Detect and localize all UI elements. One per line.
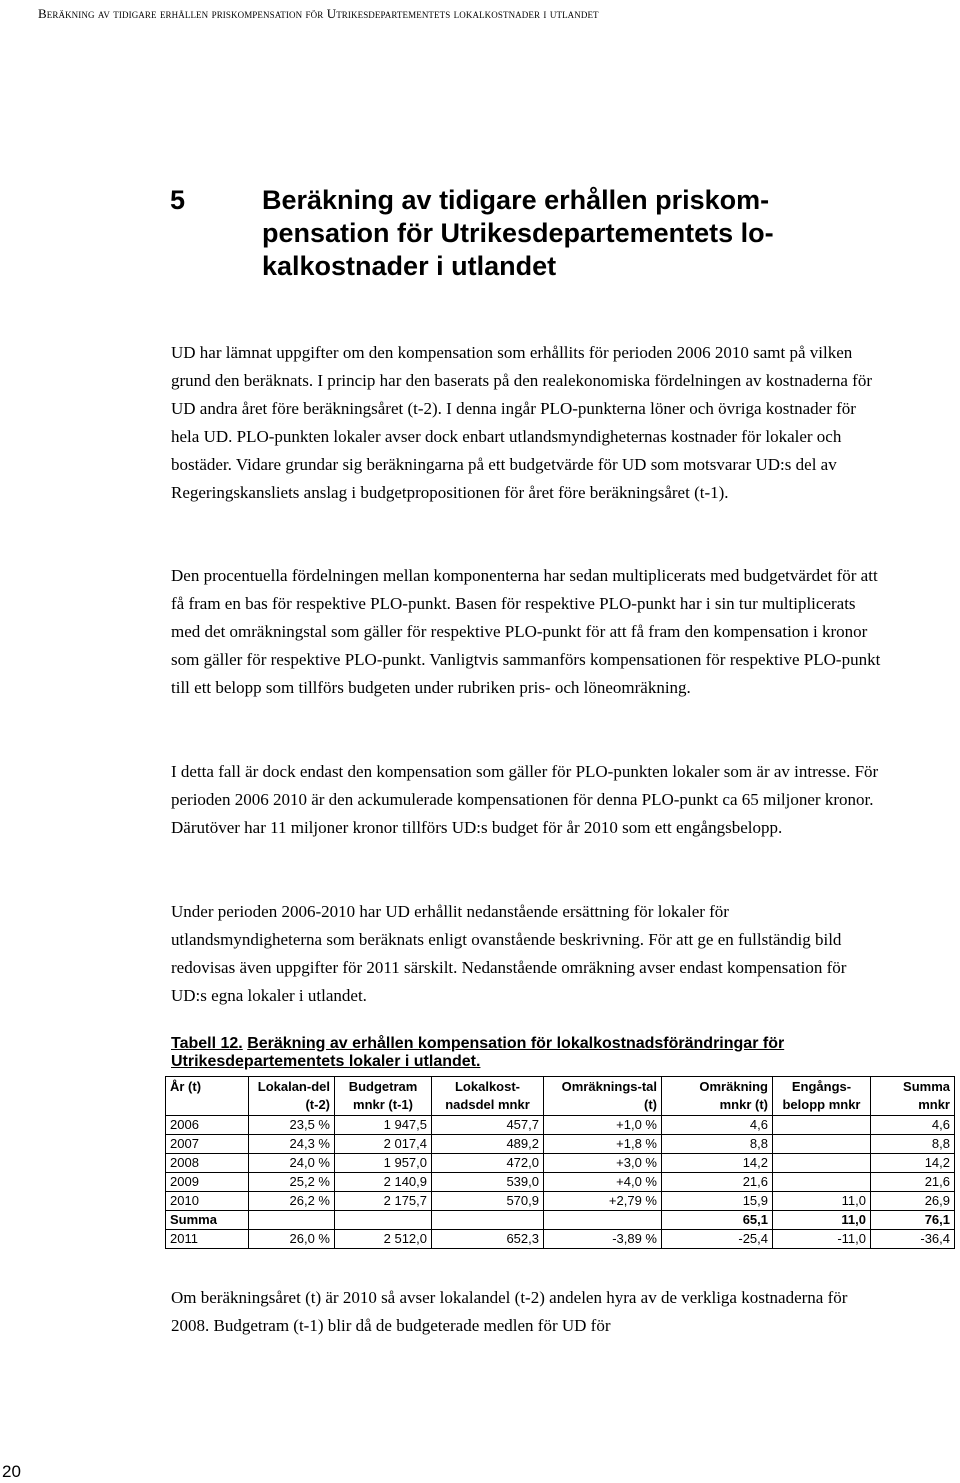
cell-omrakning: 21,6 [662, 1173, 773, 1192]
page-number: 20 [2, 1462, 21, 1481]
cell-budgetram: 2 140,9 [335, 1173, 432, 1192]
cell-year: 2011 [166, 1230, 249, 1249]
cell-lokalandel: 24,0 % [249, 1154, 335, 1173]
col-header-omrakningstal: Omräknings-tal (t) [544, 1077, 662, 1116]
cell-summa: 21,6 [871, 1173, 955, 1192]
chapter-title-line-1: Beräkning av tidigare erhållen priskom- [262, 185, 770, 215]
paragraph-3: I detta fall är dock endast den kompensation som gäller för PLO-punkten lokaler som är av intresse. För perioden 2006 2010 är den ackumulerade kompensationen för denna PLO-punkt ca 65 miljoner kronor. Därutöver har 11 miljoner kronor tillförs UD:s budget för år 2010 som ett engångsbelopp. [171, 762, 879, 837]
col-header-engangsbelopp: Engångs-belopp mnkr [773, 1077, 871, 1116]
table-row-total [166, 1211, 955, 1230]
cell-omrakningstal: +1,0 % [544, 1116, 662, 1135]
cell-lokalandel: 26,2 % [249, 1192, 335, 1211]
cell-lokalandel: 26,0 % [249, 1230, 335, 1249]
cell-budgetram: 2 175,7 [335, 1192, 432, 1211]
cell-omrakning: 65,1 [662, 1211, 773, 1230]
cell-lokalkostnadsdel [432, 1211, 544, 1230]
cell-omrakningstal: +2,79 % [544, 1192, 662, 1211]
cell-omrakningstal: -3,89 % [544, 1230, 662, 1249]
chapter-title [262, 184, 832, 283]
running-header: Beräkning av tidigare erhållen priskompensation för Utrikesdepartementets lokalkostnader i utlandet [38, 6, 599, 21]
cell-lokalkostnadsdel: 570,9 [432, 1192, 544, 1211]
cell-year: 2009 [166, 1173, 249, 1192]
cell-engangsbelopp: 11,0 [773, 1211, 871, 1230]
cell-lokalandel: 24,3 % [249, 1135, 335, 1154]
cell-lokalkostnadsdel: 539,0 [432, 1173, 544, 1192]
paragraph-4: Under perioden 2006-2010 har UD erhållit nedanstående ersättning för lokaler för utlandsmyndigheterna som beräknats enligt ovanstående beskrivning. För att ge en fullständig bild redovisas även uppgifter för 2011 särskilt. Nedanstående omräkning avser endast kompensation för UD:s egna lokaler i utlandet. [171, 902, 847, 1005]
cell-summa: 76,1 [871, 1211, 955, 1230]
cell-omrakningstal: +3,0 % [544, 1154, 662, 1173]
cell-lokalandel [249, 1211, 335, 1230]
cell-year: 2008 [166, 1154, 249, 1173]
table-row [166, 1135, 955, 1154]
col-header-year: År (t) [166, 1077, 249, 1116]
cell-omrakningstal: +4,0 % [544, 1173, 662, 1192]
cell-engangsbelopp [773, 1154, 871, 1173]
cell-summa: 4,6 [871, 1116, 955, 1135]
cell-budgetram: 2 512,0 [335, 1230, 432, 1249]
cell-omrakning: -25,4 [662, 1230, 773, 1249]
col-header-summa: Summa mnkr [871, 1077, 955, 1116]
chapter-title-line-2: pensation för Utrikesdepartementets lo- [262, 218, 774, 248]
cell-lokalkostnadsdel: 489,2 [432, 1135, 544, 1154]
table-caption-text: Beräkning av erhållen kompensation för lokalkostnadsförändringar för Utrikesdepartementets lokaler i utlandet. [171, 1035, 785, 1070]
cell-budgetram: 1 947,5 [335, 1116, 432, 1135]
cell-omrakning: 14,2 [662, 1154, 773, 1173]
cell-lokalandel: 23,5 % [249, 1116, 335, 1135]
cell-year: 2007 [166, 1135, 249, 1154]
cell-budgetram: 2 017,4 [335, 1135, 432, 1154]
table-row [166, 1173, 955, 1192]
col-header-omrakning: Omräkning mnkr (t) [662, 1077, 773, 1116]
table-header-row [166, 1077, 955, 1116]
cell-lokalkostnadsdel: 472,0 [432, 1154, 544, 1173]
cell-summa: -36,4 [871, 1230, 955, 1249]
cell-engangsbelopp [773, 1173, 871, 1192]
table-caption [171, 1035, 871, 1071]
cell-omrakning: 8,8 [662, 1135, 773, 1154]
table-row [166, 1154, 955, 1173]
cell-omrakningstal: +1,8 % [544, 1135, 662, 1154]
cell-engangsbelopp: -11,0 [773, 1230, 871, 1249]
compensation-table [165, 1076, 955, 1249]
cell-lokalandel: 25,2 % [249, 1173, 335, 1192]
cell-summa: 26,9 [871, 1192, 955, 1211]
paragraph-2: Den procentuella fördelningen mellan komponenterna har sedan multiplicerats med budgetvärdet för att få fram en bas för respektive PLO-punkt. Basen för respektive PLO-punkt har i sin tur multiplicerats med det omräkningstal som gäller för respektive PLO-punkt för att få fram den kompensation i kronor som gäller för respektive PLO-punkt. Vanligtvis sammanförs kompensationen för respektive PLO-punkt till ett belopp som tillförs budgeten under rubriken pris- och löneomräkning. [171, 566, 881, 697]
table-row [166, 1116, 955, 1135]
chapter-title-line-3: kalkostnader i utlandet [262, 251, 557, 281]
paragraph-5: Om beräkningsåret (t) är 2010 så avser lokalandel (t-2) andelen hyra av de verkliga kostnaderna för 2008. Budgetram (t-1) blir då de budgeterade medlen för UD för [171, 1288, 848, 1335]
table-caption-label: Tabell 12. [171, 1035, 243, 1052]
cell-omrakning: 15,9 [662, 1192, 773, 1211]
cell-lokalkostnadsdel: 652,3 [432, 1230, 544, 1249]
cell-budgetram [335, 1211, 432, 1230]
cell-engangsbelopp: 11,0 [773, 1192, 871, 1211]
cell-budgetram: 1 957,0 [335, 1154, 432, 1173]
cell-year: Summa [166, 1211, 249, 1230]
col-header-budgetram: Budgetram mnkr (t-1) [335, 1077, 432, 1116]
cell-summa: 8,8 [871, 1135, 955, 1154]
cell-omrakning: 4,6 [662, 1116, 773, 1135]
cell-lokalkostnadsdel: 457,7 [432, 1116, 544, 1135]
cell-omrakningstal [544, 1211, 662, 1230]
table-row [166, 1192, 955, 1211]
cell-engangsbelopp [773, 1135, 871, 1154]
col-header-lokalkostnadsdel: Lokalkost-nadsdel mnkr [432, 1077, 544, 1116]
paragraph-1: UD har lämnat uppgifter om den kompensation som erhållits för perioden 2006 2010 samt på vilken grund den beräknats. I princip har den baserats på den realekonomiska fördelningen av kostnaderna för UD andra året före beräkningsåret (t-2). I denna ingår PLO-punkterna löner och övriga kostnader för hela UD. PLO-punkten lokaler avser dock enbart utlandsmyndigheternas kostnader för lokaler och bostäder. Vidare grundar sig beräkningarna på ett budgetvärde för UD som motsvarar UD:s del av Regeringskansliets anslag i budgetpropositionen för året före beräkningsåret (t-1). [171, 343, 872, 502]
chapter-number: 5 [170, 185, 186, 215]
cell-year: 2006 [166, 1116, 249, 1135]
cell-engangsbelopp [773, 1116, 871, 1135]
table-row [166, 1230, 955, 1249]
cell-year: 2010 [166, 1192, 249, 1211]
cell-summa: 14,2 [871, 1154, 955, 1173]
col-header-lokalandel: Lokalan-del (t-2) [249, 1077, 335, 1116]
